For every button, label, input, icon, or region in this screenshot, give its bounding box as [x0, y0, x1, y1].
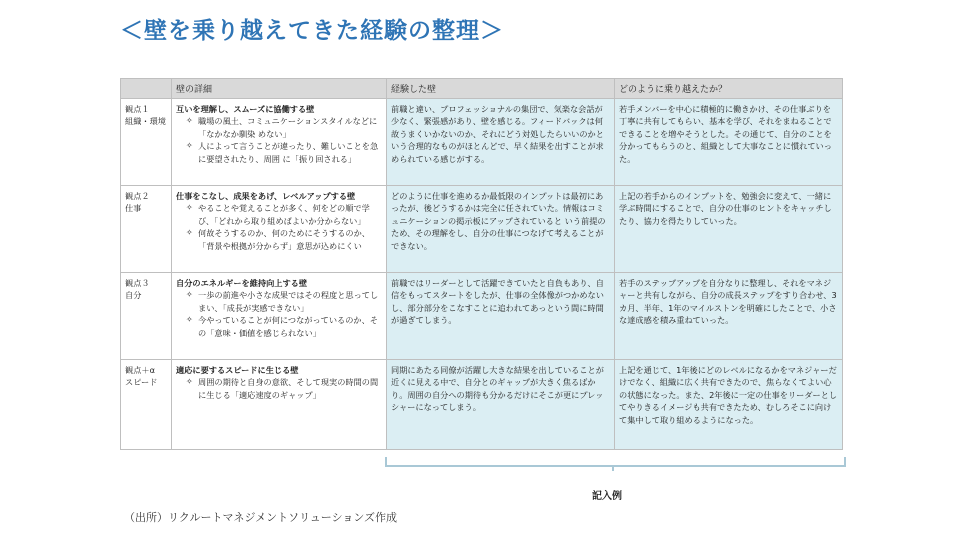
header-cell	[121, 79, 172, 99]
table-row	[121, 273, 843, 360]
table-row	[121, 99, 843, 186]
table-row	[121, 360, 843, 450]
detail-title: 互いを理解し、スムーズに協働する壁	[176, 104, 315, 114]
diamond-bullet-icon: ✧	[186, 203, 193, 213]
overcome-cell: 上記の若手からのインプットを、勉強会に変えて、一緒に学ぶ時間にすることで、自分の仕事のヒントをキャッチしたり、協力を得たりしていった。	[615, 186, 843, 273]
source-note: （出所）リクルートマネジメントソリューションズ作成	[124, 511, 398, 524]
row-label: 観点３ 自分	[121, 273, 172, 360]
bullet-item: ✧ 周囲の期待と自身の意欲、そして現実の時間の間に生じる「適応速度のギャップ」	[186, 377, 379, 400]
experience-cell: 前職ではリーダーとして活躍できていたと自負もあり、自信をもってスタートをしたが、仕事の全体像がつかめないし、部分部分をこなすことに追われてあっという間に時間が過ぎてしまう。	[387, 273, 615, 360]
row-label: 観点１ 組織・環境	[121, 99, 172, 186]
example-bracket	[385, 457, 846, 467]
row-label: 観点＋α スピード	[121, 360, 172, 450]
detail-cell	[172, 99, 387, 186]
bullet-item: ✧ 人によって言うことが違ったり、難しいことを急に要望されたり、周囲 に「振り回される」	[186, 141, 379, 164]
header-cell: 経験した壁	[387, 79, 615, 99]
detail-cell	[172, 186, 387, 273]
experience-cell: どのように仕事を進めるか最低限のインプットは最初にあったが、後どうするかは完全に任されていた。情報はコミュニケーションの掲示板にアップされていると いう前提のため、その理解をし、自分の仕事につなげて考えることができない。	[387, 186, 615, 273]
diamond-bullet-icon: ✧	[186, 290, 193, 300]
bullet-item: ✧ 職場の風土、コミュニケーションスタイルなどに「なかなか馴染 めない」	[186, 116, 378, 139]
diamond-bullet-icon: ✧	[186, 116, 193, 126]
detail-title: 適応に要するスピードに生じる壁	[176, 365, 299, 375]
bullet-item: ✧ 今やっていることが何につながっているのか、その「意味・価値を感じられない」	[186, 315, 378, 338]
detail-title: 仕事をこなし、成果をあげ、レベルアップする壁	[176, 191, 356, 201]
bullet-item: ✧ やることや覚えることが多く、何をどの順で学び、「どれから取り組めばよいか分からない」	[186, 203, 370, 226]
experience-table	[120, 78, 843, 450]
example-label: 記入例	[592, 491, 622, 502]
page-title: ＜壁を乗り越えてきた経験の整理＞	[120, 18, 504, 44]
row-label: 観点２ 仕事	[121, 186, 172, 273]
example-bracket-tick	[612, 465, 614, 471]
diamond-bullet-icon: ✧	[186, 141, 193, 151]
overcome-cell: 上記を通じて、1年後にどのレベルになるかをマネジャーだけでなく、組織に広く共有できたので、焦らなくてよい心の状態になった。また、2年後に一定の仕事をリーダーとしてやりきるイメージも共有できたため、むしろそこに向けて集中して取り組めるようになった。	[615, 360, 843, 450]
detail-title: 自分のエネルギーを維持向上する壁	[176, 278, 308, 288]
table-header-row	[121, 79, 843, 99]
table-row	[121, 186, 843, 273]
overcome-cell: 若手メンバーを中心に積極的に働きかけ、その仕事ぶりを丁寧に共有してもらい、基本を学び、それをまねることでできることを増やそうとした。その通じて、自分のことを分かってもらうのと、組織として大事なことに慣れていった。	[615, 99, 843, 186]
overcome-cell: 若手のステップアップを自分なりに整理し、それをマネジャーと共有しながら、自分の成長ステップをすり合わせ、3カ月、半年、1年のマイルストンを明確にしたことで、小さな達成感を積み重ねていった。	[615, 273, 843, 360]
experience-cell: 同期にあたる同僚が活躍し大きな結果を出していることが近くに見える中で、自分とのギャップが大きく焦るばかり。周囲の自分への期待も分かるだけにそこが更にプレッシャーになってしまう。	[387, 360, 615, 450]
diamond-bullet-icon: ✧	[186, 228, 193, 238]
bullet-item: ✧ 一歩の前進や小さな成果ではその程度と思ってしまい、「成長が実感できない」	[186, 290, 379, 313]
header-cell: どのように乗り越えたか？	[615, 79, 843, 99]
detail-cell	[172, 273, 387, 360]
bullet-item: ✧ 何故そうするのか、何のためにそうするのか、「背景や根拠が分からず」意思が込めにくい	[186, 228, 370, 251]
header-cell: 壁の詳細	[172, 79, 387, 99]
diamond-bullet-icon: ✧	[186, 315, 193, 325]
detail-cell	[172, 360, 387, 450]
experience-cell: 前職と違い、プロフェッショナルの集団で、気楽な会話が少なく、緊張感があり、壁を感じる。フィードバックは何故うまくいかないのか、それにどう対処したらいいのかという合理的なものがほとんどで、早く結果を出すことが求められている感じがする。	[387, 99, 615, 186]
diamond-bullet-icon: ✧	[186, 377, 193, 387]
